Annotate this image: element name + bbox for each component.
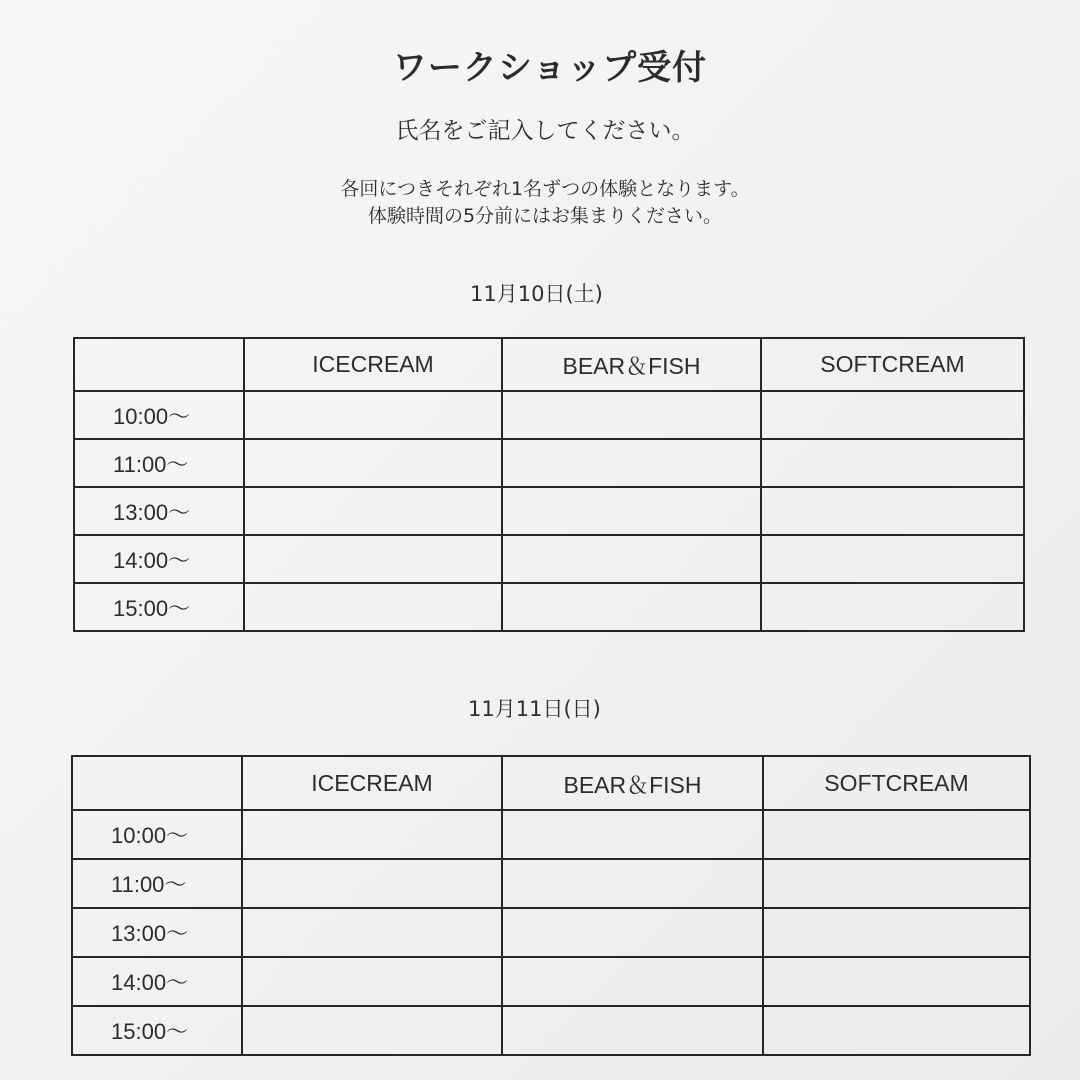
name-entry-cell[interactable] (761, 391, 1024, 439)
table-header-row (74, 338, 1024, 391)
subtitle-instruction: 氏名をご記入してください。 (395, 118, 695, 144)
name-entry-cell[interactable] (242, 908, 502, 957)
time-slot-label: 15:00～ (74, 583, 244, 631)
time-slot-label: 13:00～ (72, 908, 242, 957)
name-entry-cell[interactable] (502, 957, 763, 1006)
name-entry-cell[interactable] (763, 957, 1030, 1006)
table-row (72, 908, 1030, 957)
note-line-2: 体験時間の5分前にはお集まりください。 (367, 205, 723, 227)
name-entry-cell[interactable] (244, 487, 502, 535)
name-entry-cell[interactable] (502, 391, 761, 439)
table-row (74, 583, 1024, 631)
name-entry-cell[interactable] (763, 1006, 1030, 1055)
note-line-1: 各回につきそれぞれ1名ずつの体験となります。 (340, 178, 750, 200)
schedule-table-day-1 (73, 337, 1025, 632)
column-header-softcream: SOFTCREAM (763, 756, 1030, 810)
schedule-date-2: 11月11日(日) (468, 697, 601, 721)
time-slot-label: 15:00～ (72, 1006, 242, 1055)
name-entry-cell[interactable] (242, 810, 502, 859)
name-entry-cell[interactable] (502, 535, 761, 583)
table-row (72, 810, 1030, 859)
name-entry-cell[interactable] (502, 1006, 763, 1055)
name-entry-cell[interactable] (761, 535, 1024, 583)
name-entry-cell[interactable] (761, 583, 1024, 631)
name-entry-cell[interactable] (502, 859, 763, 908)
table-row (72, 1006, 1030, 1055)
time-slot-label: 10:00～ (72, 810, 242, 859)
column-header-bear-fish: BEAR＆FISH (502, 756, 763, 810)
column-header-bear-fish: BEAR＆FISH (502, 338, 761, 391)
schedule-date-1: 11月10日(土) (470, 282, 603, 306)
name-entry-cell[interactable] (763, 908, 1030, 957)
time-slot-label: 11:00～ (74, 439, 244, 487)
column-header-icecream: ICECREAM (242, 756, 502, 810)
name-entry-cell[interactable] (242, 859, 502, 908)
time-slot-label: 14:00～ (72, 957, 242, 1006)
header-corner-cell (74, 338, 244, 391)
time-slot-label: 14:00～ (74, 535, 244, 583)
schedule-table-day-2 (71, 755, 1031, 1056)
name-entry-cell[interactable] (502, 810, 763, 859)
name-entry-cell[interactable] (763, 859, 1030, 908)
name-entry-cell[interactable] (502, 487, 761, 535)
name-entry-cell[interactable] (244, 391, 502, 439)
name-entry-cell[interactable] (502, 908, 763, 957)
name-entry-cell[interactable] (502, 583, 761, 631)
time-slot-label: 13:00～ (74, 487, 244, 535)
table-row (74, 535, 1024, 583)
name-entry-cell[interactable] (761, 487, 1024, 535)
table-row (74, 391, 1024, 439)
column-header-softcream: SOFTCREAM (761, 338, 1024, 391)
name-entry-cell[interactable] (761, 439, 1024, 487)
time-slot-label: 11:00～ (72, 859, 242, 908)
column-header-icecream: ICECREAM (244, 338, 502, 391)
name-entry-cell[interactable] (502, 439, 761, 487)
name-entry-cell[interactable] (763, 810, 1030, 859)
name-entry-cell[interactable] (244, 439, 502, 487)
page-title: ワークショップ受付 (392, 48, 708, 88)
table-row (72, 957, 1030, 1006)
name-entry-cell[interactable] (242, 957, 502, 1006)
table-row (74, 487, 1024, 535)
table-row (74, 439, 1024, 487)
name-entry-cell[interactable] (244, 535, 502, 583)
name-entry-cell[interactable] (242, 1006, 502, 1055)
table-header-row (72, 756, 1030, 810)
header-corner-cell (72, 756, 242, 810)
name-entry-cell[interactable] (244, 583, 502, 631)
table-row (72, 859, 1030, 908)
time-slot-label: 10:00～ (74, 391, 244, 439)
